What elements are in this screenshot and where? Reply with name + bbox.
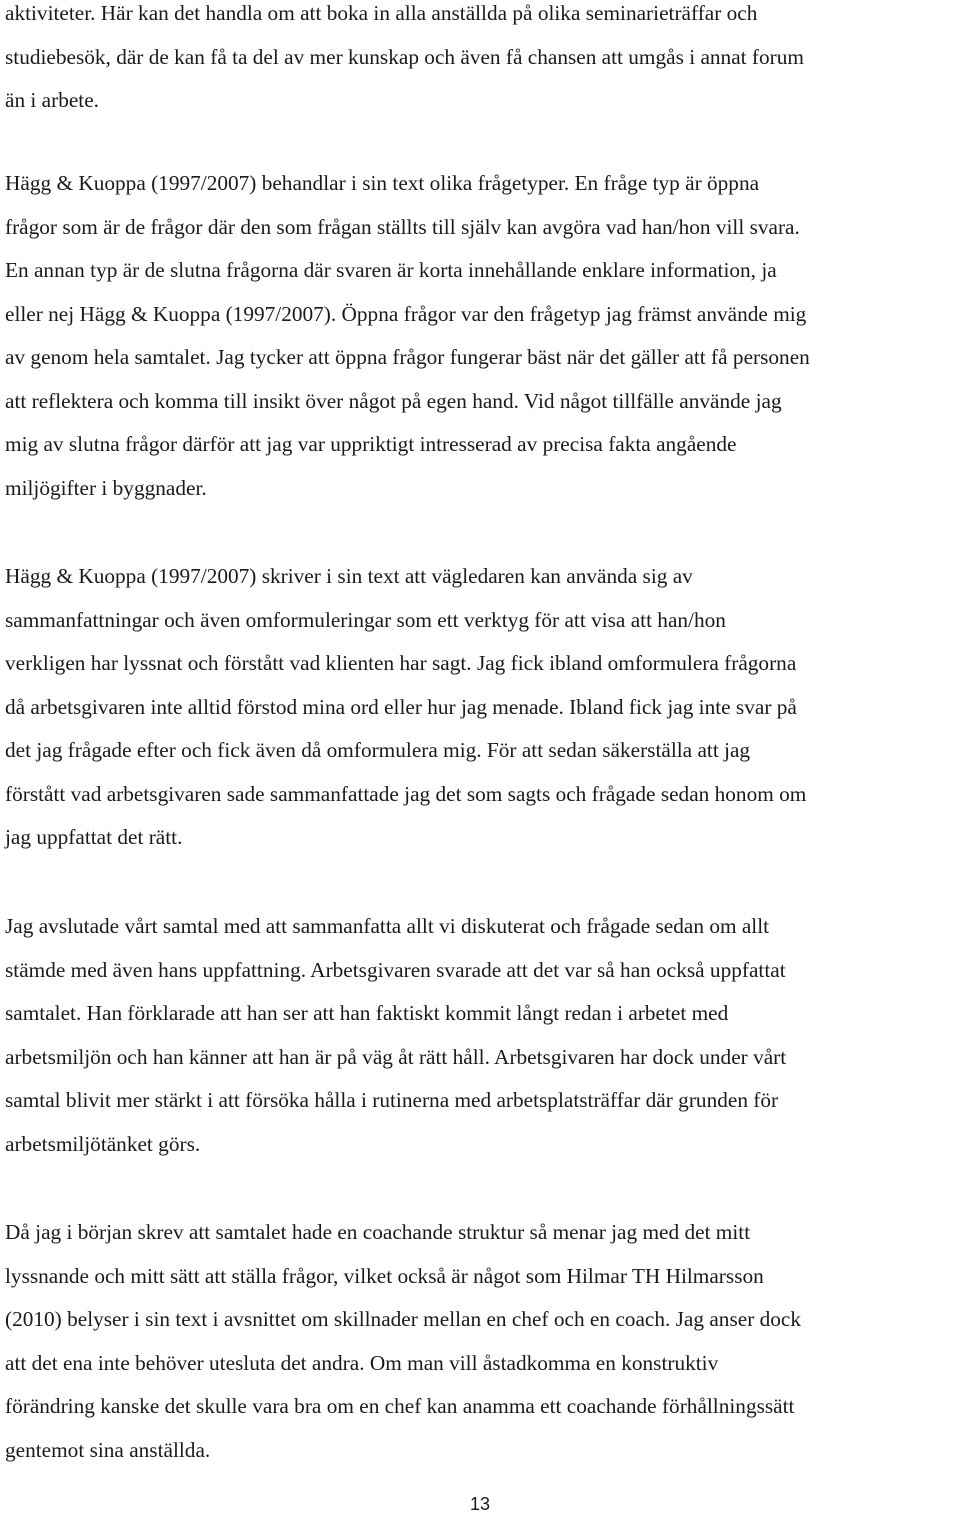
text-line: mig av slutna frågor därför att jag var uppriktigt intresserad av precisa fakta angående — [5, 432, 737, 456]
text-line: samtalet. Han förklarade att han ser att han faktiskt kommit långt redan i arbetet med — [5, 1001, 729, 1025]
text-line: studiebesök, där de kan få ta del av mer kunskap och även få chansen att umgås i annat forum — [5, 44, 804, 69]
text-line: än i arbete. — [5, 88, 100, 112]
text-line: Hägg & Kuoppa (1997/2007) skriver i sin text att vägledaren kan använda sig av — [5, 564, 693, 588]
text-line: aktiviteter. Här kan det handla om att boka in alla anställda på olika seminarieträffar och — [5, 1, 758, 25]
text-line: förändring kanske det skulle vara bra om en chef kan anamma ett coachande förhållningssätt — [5, 1394, 795, 1418]
text-line: att det ena inte behöver utesluta det andra. Om man vill åstadkomma en konstruktiv — [5, 1350, 719, 1375]
text-line: eller nej Hägg & Kuoppa (1997/2007). Öppna frågor var den frågetyp jag främst använde mig — [5, 301, 807, 326]
text-line: miljögifter i byggnader. — [5, 475, 207, 500]
text-line: förstått vad arbetsgivaren sade sammanfattade jag det som sagts och frågade sedan honom om — [5, 781, 807, 806]
text-line: sammanfattningar och även omformuleringar som ett verktyg för att visa att han/hon — [5, 607, 726, 632]
text-line: arbetsmiljön och han känner att han är på väg åt rätt håll. Arbetsgivaren har dock under vårt — [5, 1044, 787, 1069]
text-line: Jag avslutade vårt samtal med att sammanfatta allt vi diskuterat och frågade sedan om allt — [5, 914, 770, 938]
text-line: gentemot sina anställda. — [5, 1437, 211, 1462]
text-line: verkligen har lyssnat och förstått vad klienten har sagt. Jag fick ibland omformulera frågorna — [5, 651, 797, 675]
text-line: Hägg & Kuoppa (1997/2007) behandlar i sin text olika frågetyper. En fråge typ är öppna — [5, 171, 760, 195]
paragraph-5 — [5, 1211, 960, 1472]
text-line: Då jag i början skrev att samtalet hade en coachande struktur så menar jag med det mitt — [5, 1220, 751, 1244]
text-line: att reflektera och komma till insikt över något på egen hand. Vid något tillfälle använde jag — [5, 388, 782, 413]
text-line: då arbetsgivaren inte alltid förstod mina ord eller hur jag menade. Ibland fick jag inte svar på — [5, 694, 797, 719]
text-line: det jag frågade efter och fick även då omformulera mig. För att sedan säkerställa att jag — [5, 738, 751, 762]
text-line: frågor som är de frågor där den som frågan ställts till själv kan avgöra vad han/hon vill svara. — [5, 214, 800, 239]
text-line: samtal blivit mer stärkt i att försöka hålla i rutinerna med arbetsplatsträffar där grunden för — [5, 1088, 779, 1112]
paragraph-3 — [5, 555, 960, 860]
paragraph-4 — [5, 905, 960, 1166]
text-line: lyssnande och mitt sätt att ställa frågor, vilket också är något som Hilmar TH Hilmarsson — [5, 1263, 764, 1288]
text-line: (2010) belyser i sin text i avsnittet om skillnader mellan en chef och en coach. Jag anser dock — [5, 1307, 802, 1331]
paragraph-2 — [5, 162, 960, 510]
paragraph-1 — [5, 0, 960, 123]
text-line: arbetsmiljötänket görs. — [5, 1131, 201, 1156]
text-line: stämde med även hans uppfattning. Arbetsgivaren svarade att det var så han också uppfattat — [5, 957, 786, 982]
text-line: En annan typ är de slutna frågorna där svaren är korta innehållande enklare information, ja — [5, 258, 777, 282]
page-number: 13 — [469, 1494, 491, 1514]
text-line: jag uppfattat det rätt. — [5, 825, 183, 849]
text-line: av genom hela samtalet. Jag tycker att öppna frågor fungerar bäst när det gäller att få personen — [5, 345, 810, 369]
